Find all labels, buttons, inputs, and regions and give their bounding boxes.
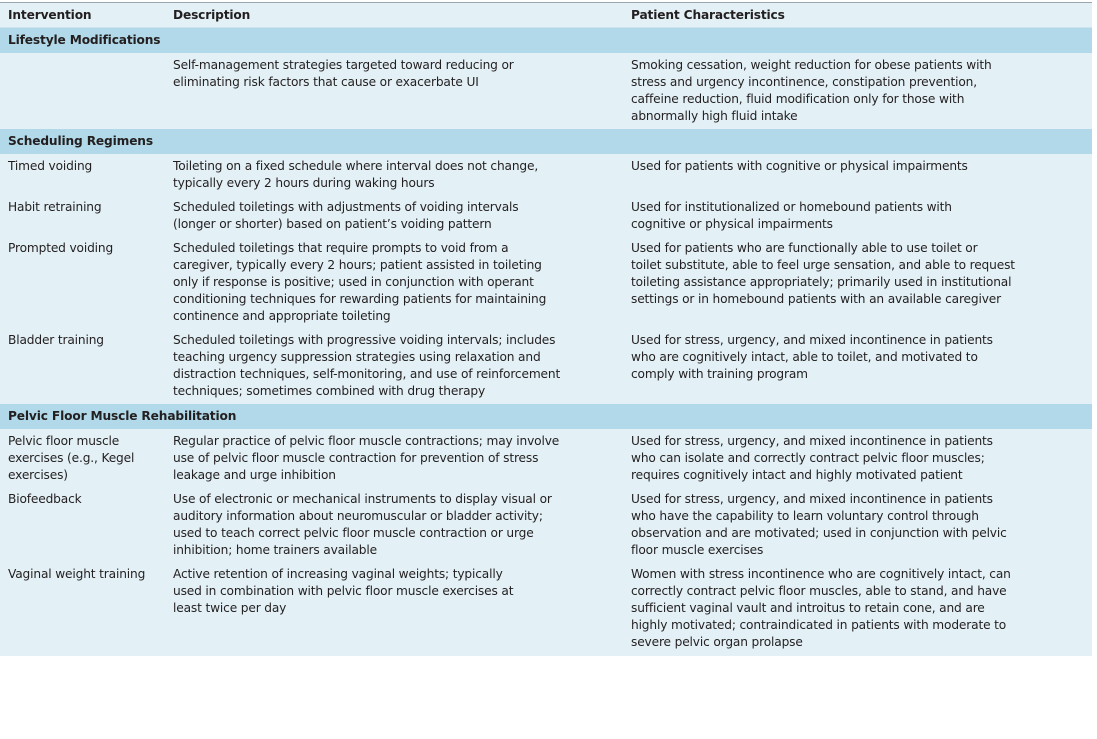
cell-patient-characteristics: Used for institutionalized or homebound patients with cognitive or physical impairments xyxy=(631,200,952,231)
column-header-intervention: Intervention xyxy=(8,8,92,22)
cell-description: Toileting on a fixed schedule where interval does not change, typically every 2 hours during waking hours xyxy=(173,159,539,190)
cell-patient-characteristics: Used for patients with cognitive or physical impairments xyxy=(631,159,968,173)
table-row xyxy=(0,429,1092,487)
cell-intervention: Timed voiding xyxy=(8,159,93,173)
cell-intervention: Pelvic floor muscle exercises (e.g., Kegel exercises) xyxy=(8,434,135,482)
table-row xyxy=(0,562,1092,656)
cell-description: Self-management strategies targeted toward reducing or eliminating risk factors that cause or exacerbate UI xyxy=(173,58,514,89)
cell-description: Scheduled toiletings that require prompts to void from a caregiver, typically every 2 hours; patient assisted in toileting only if response is positive; used in conjunction with operant conditioning techniques for rewarding patients for maintaining continence and appropriate toileting xyxy=(173,241,547,323)
table-header-row xyxy=(0,3,1092,28)
cell-description: Scheduled toiletings with adjustments of voiding intervals (longer or shorter) based on patient’s voiding pattern xyxy=(173,200,519,231)
cell-intervention xyxy=(0,57,166,125)
cell-patient-characteristics: Women with stress incontinence who are cognitively intact, can correctly contract pelvic floor muscles, able to stand, and have sufficient vaginal vault and introitus to retain cone, and are highly motivated; contraindicated in patients with moderate to severe pelvic organ prolapse xyxy=(631,567,1011,649)
table-row xyxy=(0,236,1092,328)
cell-intervention: Bladder training xyxy=(8,333,104,347)
table-row xyxy=(0,487,1092,562)
cell-intervention: Biofeedback xyxy=(8,492,82,506)
cell-patient-characteristics: Used for stress, urgency, and mixed incontinence in patients who have the capability to learn voluntary control through observation and are motivated; used in conjunction with pelvic floor muscle exercises xyxy=(631,492,1007,557)
table-row xyxy=(0,328,1092,404)
section-header-lifestyle-modifications: Lifestyle Modifications xyxy=(0,28,1092,53)
column-header-patient-characteristics: Patient Characteristics xyxy=(631,8,785,22)
cell-intervention: Habit retraining xyxy=(8,200,102,214)
table-row xyxy=(0,53,1092,129)
cell-description: Active retention of increasing vaginal weights; typically used in combination with pelvic floor muscle exercises at least twice per day xyxy=(173,567,514,615)
section-header-pelvic-floor-muscle-rehabilitation: Pelvic Floor Muscle Rehabilitation xyxy=(0,404,1092,429)
interventions-table xyxy=(0,2,1092,656)
column-header-description: Description xyxy=(173,8,251,22)
cell-description: Scheduled toiletings with progressive voiding intervals; includes teaching urgency suppression strategies using relaxation and distraction techniques, self-monitoring, and use of reinforcement techniques; sometimes combined with drug therapy xyxy=(173,333,561,398)
cell-description: Use of electronic or mechanical instruments to display visual or auditory information about neuromuscular or bladder activity; used to teach correct pelvic floor muscle contraction or urge inhibition; home trainers available xyxy=(173,492,552,557)
cell-patient-characteristics: Used for stress, urgency, and mixed incontinence in patients who can isolate and correctly contract pelvic floor muscles; requires cognitively intact and highly motivated patient xyxy=(631,434,993,482)
cell-patient-characteristics: Smoking cessation, weight reduction for obese patients with stress and urgency incontinence, constipation prevention, caffeine reduction, fluid modification only for those with abnormally high fluid intake xyxy=(631,58,992,123)
table-row xyxy=(0,195,1092,236)
cell-patient-characteristics: Used for stress, urgency, and mixed incontinence in patients who are cognitively intact, able to toilet, and motivated to comply with training program xyxy=(631,333,993,381)
section-header-scheduling-regimens: Scheduling Regimens xyxy=(0,129,1092,154)
cell-intervention: Prompted voiding xyxy=(8,241,114,255)
table-row xyxy=(0,154,1092,195)
cell-description: Regular practice of pelvic floor muscle contractions; may involve use of pelvic floor muscle contraction for prevention of stress leakage and urge inhibition xyxy=(173,434,560,482)
cell-intervention: Vaginal weight training xyxy=(8,567,146,581)
cell-patient-characteristics: Used for patients who are functionally able to use toilet or toilet substitute, able to feel urge sensation, and able to request toileting assistance appropriately; primarily used in institutional settings or in homebound patients with an available caregiver xyxy=(631,241,1015,306)
